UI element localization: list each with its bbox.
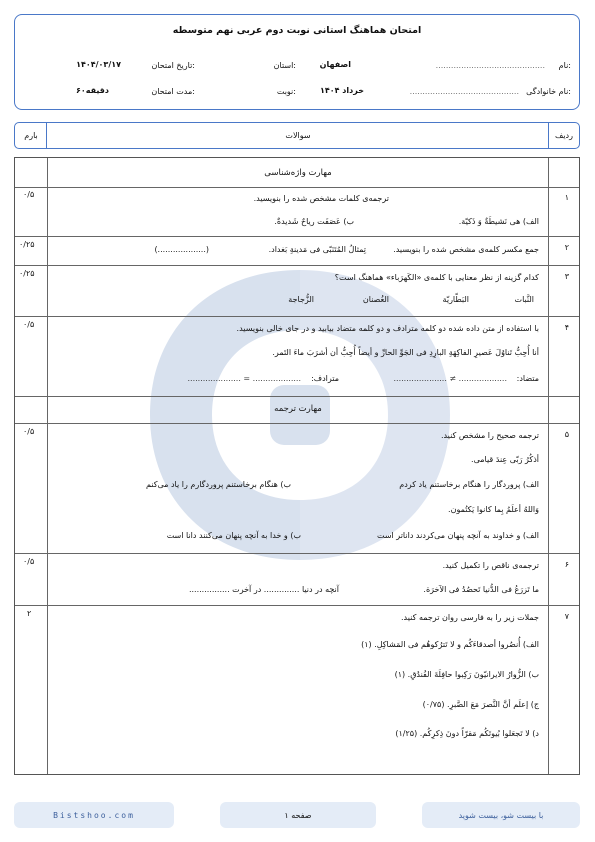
divider	[15, 423, 579, 424]
family-label: نام خانوادگی:	[526, 87, 571, 96]
session-label: نوبت:	[276, 87, 296, 96]
q5-arabic-1: أذکُرُ رَبّی عِندَ قیامی.	[471, 455, 539, 464]
q5-option-b2: ب) و خدا به آنچه پنهان می‌کنند دانا است	[166, 531, 301, 540]
q6-number: ۶	[564, 560, 569, 569]
col-questions: سوالات	[285, 131, 311, 140]
q6-text: ترجمه‌ی ناقص را تکمیل کنید.	[442, 561, 539, 570]
q6-arabic: ما تَزرَعُ فی الدُّنیا تَحصُدُ فی الآخرَة.	[423, 585, 539, 594]
duration-label: مدت امتحان:	[151, 87, 195, 96]
col-row: ردیف	[555, 131, 573, 140]
q5-number: ۵	[564, 430, 569, 439]
q3-score: ۰/۲۵	[19, 269, 35, 278]
q5-option-a1: الف) پروردگار را هنگام برخاستنم یاد کردم	[399, 480, 539, 489]
date-value: ۱۴۰۴/۰۳/۱۷	[76, 60, 121, 69]
family-blank[interactable]: ...........................................	[409, 87, 519, 96]
q3-option-4: الزُّجاجة	[288, 295, 314, 304]
divider	[15, 236, 579, 237]
q2-arabic: تِمثالُ المُتَنَبّی فی مَدینةِ بَغداد.	[268, 245, 366, 254]
col-score: بارم	[24, 131, 38, 140]
column-header-bar	[14, 122, 580, 149]
footer-site-link[interactable]: Bistshoo.com	[14, 802, 174, 828]
q7-text: جملات زیر را به فارسی روان ترجمه کنید.	[401, 613, 539, 622]
divider	[15, 396, 579, 397]
q5-score: ۰/۵	[23, 427, 35, 436]
footer-page-number: صفحه ۱	[220, 802, 376, 828]
questions-table	[14, 157, 580, 775]
q1-number: ۱	[564, 193, 569, 202]
q7-item-a: الف) أُنصُروا أصدقاءَکُم و لا تَترُکوهُم فی المَشاکِلِ. (۱)	[361, 640, 539, 649]
divider	[15, 265, 579, 266]
footer-slogan: با بیست شو، بیست شوید	[422, 802, 580, 828]
duration-value: ۶۰دقیقه	[76, 86, 109, 95]
q5-text: ترجمه صحیح را مشخص کنید.	[440, 431, 539, 440]
divider	[15, 553, 579, 554]
section-translation-title: مهارت ترجمه	[274, 404, 322, 414]
q1-score: ۰/۵	[23, 190, 35, 199]
q4-text: با استفاده از متن داده شده دو کلمه مترادف و دو کلمه متضاد بیابید و در جای خالی بنویسید.	[236, 324, 539, 333]
q5-option-a2: الف) و خداوند به آنچه پنهان می‌کردند داناتر است	[376, 531, 539, 540]
q1-option-a: الف) هی نَشیطَةٌ وَ ذَکیّة.	[458, 217, 539, 226]
q4-synonym-label: مترادف:	[311, 374, 339, 383]
q3-number: ۳	[564, 272, 569, 281]
q2-blank[interactable]: (...................)	[154, 245, 209, 254]
q3-option-2: البَطّاریّة	[442, 295, 469, 304]
q5-arabic-2: وَاللهُ أعلَمُ بِما کانوا یَکتُمون.	[448, 505, 539, 514]
q7-item-c: ج) إعلَم أنَّ النَّصرَ مَعَ الصَّبرِ. (۰/۷۵)	[422, 700, 539, 709]
exam-header	[14, 14, 580, 110]
q4-score: ۰/۵	[23, 320, 35, 329]
q2-text: جمع مکسر کلمه‌ی مشخص شده را بنویسید.	[393, 245, 539, 254]
session-value: خرداد ۱۴۰۴	[319, 86, 364, 95]
date-label: تاریخ امتحان:	[151, 61, 195, 70]
name-blank[interactable]: ...........................................	[435, 61, 545, 70]
q2-number: ۲	[564, 243, 569, 252]
q7-item-d: د) لا تَجعَلوا بُیوتَکُم مَقرّاً دونَ ذِکرِکُم. (۱/۲۵)	[395, 729, 539, 738]
q2-score: ۰/۲۵	[19, 240, 35, 249]
divider	[548, 158, 549, 774]
province-value: اصفهان	[319, 60, 351, 69]
q6-score: ۰/۵	[23, 557, 35, 566]
q4-antonym-blank[interactable]: ................... ≠ .....................	[393, 374, 507, 383]
q4-antonym-label: متضاد:	[516, 374, 539, 383]
q3-option-1: النَّبات	[514, 295, 534, 304]
q7-item-b: ب) الزُّوارُ الایرانیّونَ رَکِبوا حافِلَةَ الفُندُقِ. (۱)	[394, 670, 539, 679]
q7-score: ۲	[27, 609, 32, 618]
q1-option-b: ب) عَصَفَت ریاحٌ شَدیدةٌ.	[274, 217, 354, 226]
province-label: استان:	[273, 61, 296, 70]
q4-synonym-blank[interactable]: ................... = .....................	[187, 374, 301, 383]
divider	[47, 158, 48, 774]
q6-persian[interactable]: آنچه در دنیا .............. در آخرت ................	[188, 585, 339, 594]
divider	[15, 316, 579, 317]
q4-number: ۴	[564, 323, 569, 332]
name-label: نام:	[558, 61, 571, 70]
q1-text: ترجمه‌ی کلمات مشخص شده را بنویسید.	[253, 194, 389, 203]
q7-number: ۷	[564, 612, 569, 621]
q5-option-b1: ب) هنگام برخاستنم پروردگارم را یاد می‌کنم	[145, 480, 291, 489]
q3-text: کدام گزینه از نظر معنایی با کلمه‌ی «الکَهرَباء» هماهنگ است؟	[334, 273, 539, 282]
q4-arabic: أنا أُحِبُّ تَناوُلَ عَصیرِ الفاکِهَةِ البارِدِ فی الجَوِّ الحارِّ و أیضاً أُحِبُّ أن أشرَبَ ماءَ التَمر.	[272, 348, 539, 357]
section-vocab-title: مهارت واژه‌شناسی	[264, 168, 332, 178]
q3-option-3: الغُصنان	[362, 295, 389, 304]
divider	[15, 187, 579, 188]
exam-title: امتحان هماهنگ استانی نوبت دوم عربی نهم متوسطه	[172, 25, 422, 36]
divider	[15, 605, 579, 606]
